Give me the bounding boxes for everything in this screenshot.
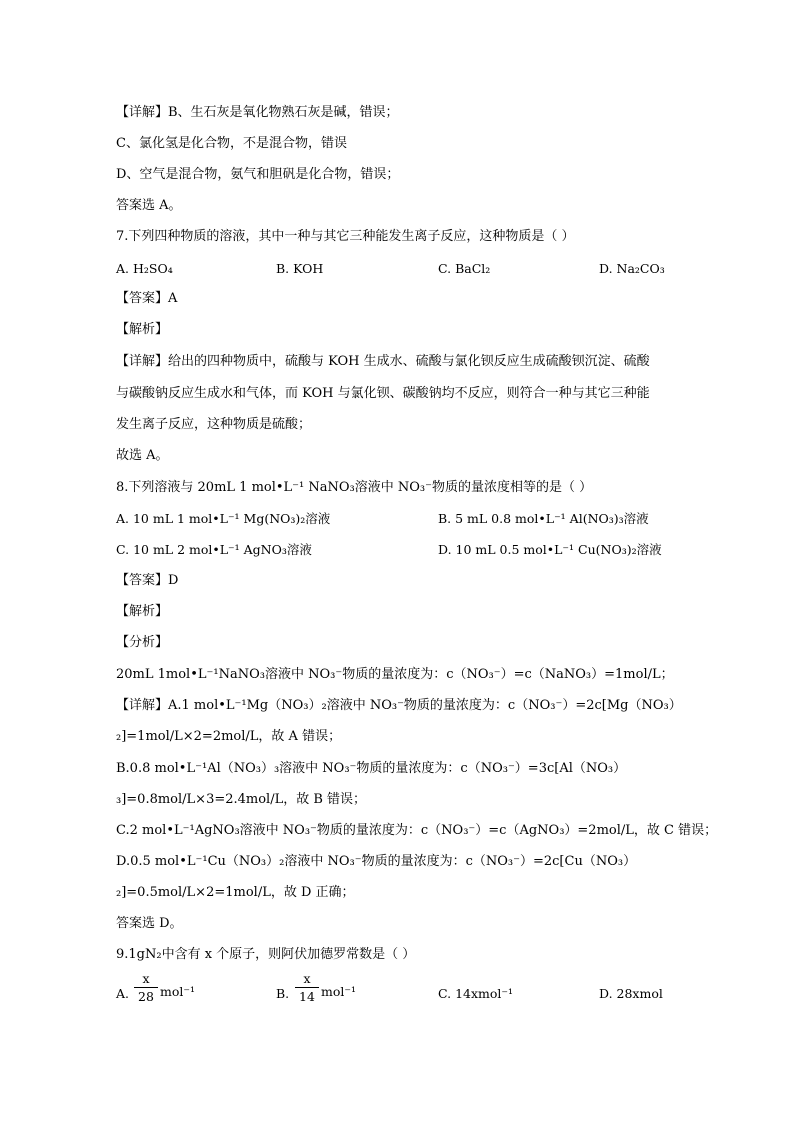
q8-answer: 【答案】D	[116, 573, 179, 588]
q8-detail-c: C.2 mol•L⁻¹AgNO₃溶液中 NO₃⁻物质的量浓度为：c（NO₃⁻）=c（AgNO₃）=2mol/L，故 C 错误；	[116, 823, 718, 838]
q9-stem: 9.1gN₂中含有 x 个原子，则阿伏加德罗常数是（ ）	[116, 947, 416, 962]
q7-detail-line-2: 与碳酸钠反应生成水和气体，而 KOH 与氯化钡、碳酸钠均不反应，则符合一种与其它三种能	[116, 386, 650, 401]
q7-answer: 【答案】A	[116, 291, 178, 306]
q7-detail-line-3: 发生离子反应，这种物质是硫酸；	[116, 417, 312, 432]
q8-detail-a-line-1: 【详解】A.1 mol•L⁻¹Mg（NO₃）₂溶液中 NO₃⁻物质的量浓度为：c（NO₃⁻）=2c[Mg（NO₃）	[116, 698, 682, 713]
q8-detail-b-line-2: ₃]=0.8mol/L×3=2.4mol/L，故 B 错误；	[116, 792, 367, 807]
q7-analysis-heading: 【解析】	[116, 322, 169, 337]
q7-detail-line-1: 【详解】给出的四种物质中，硫酸与 KOH 生成水、硫酸与氯化钡反应生成硫酸钡沉淀、硫酸	[116, 354, 650, 369]
q7-option-d: D. Na₂CO₃	[599, 261, 665, 276]
q8-detail-b-line-1: B.0.8 mol•L⁻¹Al（NO₃）₃溶液中 NO₃⁻物质的量浓度为：c（NO₃⁻）=3c[Al（NO₃）	[116, 761, 627, 776]
q8-option-c: C. 10 mL 2 mol•L⁻¹ AgNO₃溶液	[116, 542, 312, 557]
q9-option-b-unit: mol⁻¹	[321, 984, 356, 999]
q8-stem: 8.下列溶液与 20mL 1 mol•L⁻¹ NaNO₃溶液中 NO₃⁻物质的量浓度相等的是（ ）	[116, 480, 593, 495]
q9-option-a-fraction	[134, 972, 158, 1005]
q6-detail-c: C、氯化氢是化合物，不是混合物，错误	[116, 136, 347, 151]
q8-detail-d-line-2: ₂]=0.5mol/L×2=1mol/L，故 D 正确；	[116, 885, 355, 900]
q9-option-a-numerator: x	[134, 972, 158, 988]
q9-option-b-numerator: x	[295, 972, 319, 988]
q9-option-b-denominator: 14	[299, 989, 315, 1004]
q8-option-d: D. 10 mL 0.5 mol•L⁻¹ Cu(NO₃)₂溶液	[438, 542, 662, 557]
q8-detail-d-line-1: D.0.5 mol•L⁻¹Cu（NO₃）₂溶液中 NO₃⁻物质的量浓度为：c（NO₃⁻）=2c[Cu（NO₃）	[116, 854, 637, 869]
q9-option-a-unit: mol⁻¹	[160, 984, 195, 999]
q7-option-b: B. KOH	[276, 261, 324, 276]
q6-detail-d: D、空气是混合物，氨气和胆矾是化合物，错误；	[116, 167, 400, 182]
q6-answer-choice: 答案选 A。	[116, 198, 182, 213]
q8-detail-a-line-2: ₂]=1mol/L×2=2mol/L，故 A 错误；	[116, 729, 342, 744]
q9-option-d: D. 28xmol	[599, 986, 663, 1001]
q7-option-a: A. H₂SO₄	[116, 261, 173, 276]
q9-option-c: C. 14xmol⁻¹	[438, 986, 514, 1001]
q7-conclusion: 故选 A。	[116, 448, 169, 463]
q6-detail-b: 【详解】B、生石灰是氧化物熟石灰是碱，错误；	[116, 105, 399, 120]
q9-option-b-label: B.	[276, 986, 290, 1001]
q7-stem: 7.下列四种物质的溶液，其中一种与其它三种能发生离子反应，这种物质是（ ）	[116, 229, 575, 244]
q8-option-a: A. 10 mL 1 mol•L⁻¹ Mg(NO₃)₂溶液	[116, 511, 331, 526]
q8-fenxi-text: 20mL 1mol•L⁻¹NaNO₃溶液中 NO₃⁻物质的量浓度为：c（NO₃⁻）=c（NaNO₃）=1mol/L；	[116, 667, 674, 682]
q9-option-a-label: A.	[116, 986, 130, 1001]
q8-option-b: B. 5 mL 0.8 mol•L⁻¹ Al(NO₃)₃溶液	[438, 511, 649, 526]
q8-fenxi-heading: 【分析】	[116, 635, 169, 650]
q8-analysis-heading: 【解析】	[116, 604, 169, 619]
q7-option-c: C. BaCl₂	[438, 261, 491, 276]
q9-option-b-fraction	[295, 972, 319, 1005]
q8-conclusion: 答案选 D。	[116, 916, 183, 931]
q9-option-a-denominator: 28	[138, 989, 154, 1004]
